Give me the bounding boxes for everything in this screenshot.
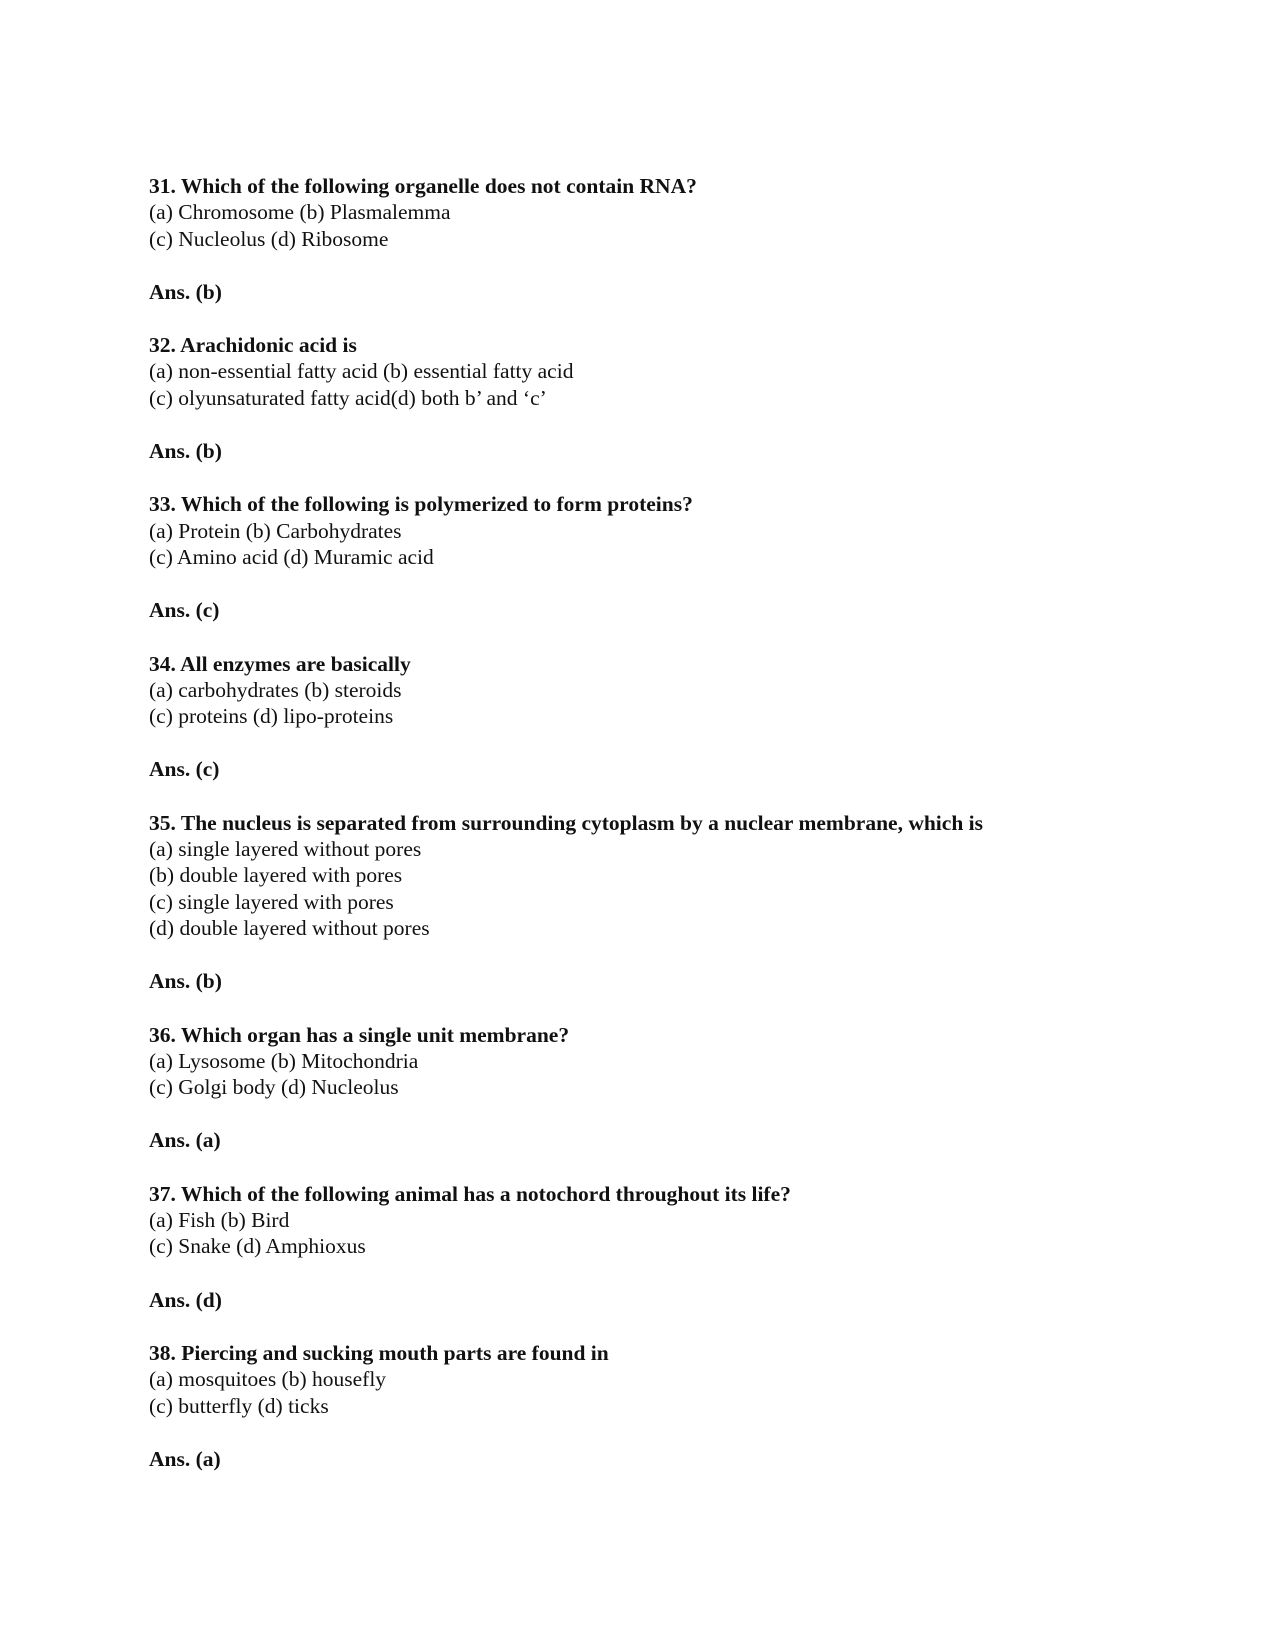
option-line: (c) Golgi body (d) Nucleolus — [149, 1075, 399, 1100]
question-block — [149, 1022, 1199, 1154]
answer: Ans. (c) — [149, 598, 220, 623]
option-line: (c) Snake (d) Amphioxus — [149, 1234, 366, 1259]
option-line: (c) single layered with pores — [149, 889, 394, 914]
question-title: 37. Which of the following animal has a notochord throughout its life? — [149, 1181, 791, 1206]
question-title: 35. The nucleus is separated from surrounding cytoplasm by a nuclear membrane, which is — [149, 810, 983, 835]
question-title: 38. Piercing and sucking mouth parts are found in — [149, 1340, 609, 1365]
question-block — [149, 810, 1199, 995]
option-line: (a) Chromosome (b) Plasmalemma — [149, 200, 451, 225]
option-line: (a) Lysosome (b) Mitochondria — [149, 1048, 419, 1073]
option-line: (c) Nucleolus (d) Ribosome — [149, 226, 389, 251]
answer: Ans. (a) — [149, 1128, 221, 1153]
answer: Ans. (b) — [149, 279, 222, 304]
question-block — [149, 651, 1199, 783]
answer: Ans. (a) — [149, 1446, 221, 1471]
option-line: (a) Protein (b) Carbohydrates — [149, 518, 402, 543]
question-block — [149, 173, 1199, 305]
answer: Ans. (d) — [149, 1287, 222, 1312]
answer: Ans. (b) — [149, 439, 222, 464]
answer: Ans. (c) — [149, 757, 220, 782]
option-line: (c) proteins (d) lipo-proteins — [149, 704, 394, 729]
question-list — [149, 173, 1199, 1499]
option-line: (a) non-essential fatty acid (b) essential fatty acid — [149, 359, 574, 384]
option-line: (a) mosquitoes (b) housefly — [149, 1367, 387, 1392]
option-line: (b) double layered with pores — [149, 863, 403, 888]
question-block — [149, 491, 1199, 623]
question-title: 36. Which organ has a single unit membrane? — [149, 1022, 570, 1047]
option-line: (c) Amino acid (d) Muramic acid — [149, 544, 434, 569]
question-title: 32. Arachidonic acid is — [149, 333, 357, 358]
option-line: (c) olyunsaturated fatty acid(d) both b’ and ‘c’ — [149, 385, 547, 410]
question-block — [149, 332, 1199, 464]
option-line: (c) butterfly (d) ticks — [149, 1393, 329, 1418]
option-line: (d) double layered without pores — [149, 915, 430, 940]
option-line: (a) single layered without pores — [149, 837, 422, 862]
question-block — [149, 1340, 1199, 1472]
question-title: 31. Which of the following organelle does not contain RNA? — [149, 174, 697, 198]
question-title: 34. All enzymes are basically — [149, 651, 411, 676]
option-line: (a) carbohydrates (b) steroids — [149, 677, 402, 702]
answer: Ans. (b) — [149, 969, 222, 994]
option-line: (a) Fish (b) Bird — [149, 1208, 290, 1233]
question-title: 33. Which of the following is polymerized to form proteins? — [149, 492, 693, 517]
question-block — [149, 1181, 1199, 1313]
